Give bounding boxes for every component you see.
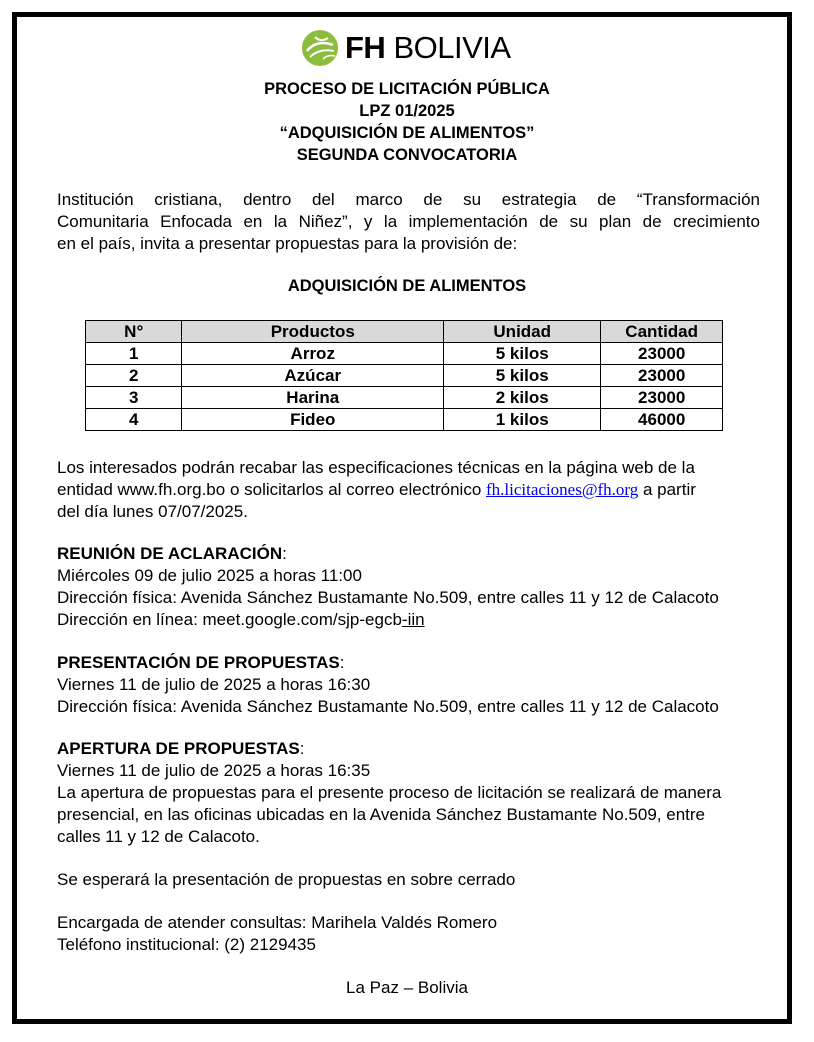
table-cell: 23000	[601, 343, 723, 365]
header-line-4: SEGUNDA CONVOCATORIA	[296, 146, 518, 164]
table-cell: 1	[86, 343, 182, 365]
table-cell: Azúcar	[182, 365, 444, 387]
intro-line-3: en el país, invita a presentar propuestas para la provisión de:	[57, 234, 518, 253]
column-header: Unidad	[444, 321, 601, 343]
table-cell: Harina	[182, 387, 444, 409]
table-cell: 46000	[601, 409, 723, 431]
apertura-line-1: La apertura de propuestas para el presente proceso de licitación se realizará de manera	[57, 783, 722, 802]
table-cell: 5 kilos	[444, 365, 601, 387]
table-header-row	[86, 321, 723, 343]
presentacion-heading: PRESENTACIÓN DE PROPUESTAS:	[57, 653, 345, 672]
table-cell: 2	[86, 365, 182, 387]
intro-paragraph	[57, 189, 760, 255]
table-cell: 23000	[601, 387, 723, 409]
specs-line-2: entidad www.fh.org.bo o solicitarlos al correo electrónico fh.licitaciones@fh.org a partir	[57, 480, 696, 499]
fh-bolivia-logo	[301, 28, 511, 68]
table-row	[86, 387, 723, 409]
reunion-date: Miércoles 09 de julio 2025 a horas 11:00	[57, 566, 362, 585]
table-cell: Arroz	[182, 343, 444, 365]
reunion-online: Dirección en línea: meet.google.com/sjp-egcb-iin	[57, 610, 425, 629]
apertura-date: Viernes 11 de julio de 2025 a horas 16:35	[57, 761, 371, 780]
apertura-line-3: calles 11 y 12 de Calacoto.	[57, 827, 260, 846]
table-cell: 5 kilos	[444, 343, 601, 365]
specs-line-1: Los interesados podrán recabar las especificaciones técnicas en la página web de la	[57, 458, 695, 477]
table-cell: 23000	[601, 365, 723, 387]
table-row	[86, 365, 723, 387]
table-row	[86, 409, 723, 431]
specs-line-3: del día lunes 07/07/2025.	[57, 502, 248, 521]
column-header: Productos	[182, 321, 444, 343]
apertura-line-2: presencial, en las oficinas ubicadas en la Avenida Sánchez Bustamante No.509, entre	[57, 805, 705, 824]
products-table	[85, 320, 723, 431]
contact-phone: Teléfono institucional: (2) 2129435	[57, 935, 316, 954]
email-link[interactable]: fh.licitaciones@fh.org	[486, 480, 639, 499]
logo-wordmark: FH BOLIVIA	[345, 30, 511, 65]
table-row	[86, 343, 723, 365]
apertura-heading: APERTURA DE PROPUESTAS:	[57, 739, 305, 758]
footer-location: La Paz – Bolivia	[346, 978, 468, 997]
contact-person: Encargada de atender consultas: Marihela Valdés Romero	[57, 913, 498, 932]
section-title: ADQUISICIÓN DE ALIMENTOS	[287, 277, 527, 295]
presentacion-address: Dirección física: Avenida Sánchez Bustamante No.509, entre calles 11 y 12 de Calacoto	[57, 697, 719, 716]
table-cell: 2 kilos	[444, 387, 601, 409]
table-cell: Fideo	[182, 409, 444, 431]
column-header: Cantidad	[601, 321, 723, 343]
globe-logo-icon	[301, 29, 339, 67]
header-line-2: LPZ 01/2025	[359, 102, 455, 120]
intro-line-2: Comunitaria Enfocada en la Niñez”, y la implementación de su plan de crecimiento	[57, 212, 760, 231]
table-cell: 3	[86, 387, 182, 409]
header-line-1: PROCESO DE LICITACIÓN PÚBLICA	[264, 80, 550, 98]
header-line-3: “ADQUISICIÓN DE ALIMENTOS”	[279, 124, 535, 142]
table-cell: 4	[86, 409, 182, 431]
table-cell: 1 kilos	[444, 409, 601, 431]
reunion-address: Dirección física: Avenida Sánchez Bustamante No.509, entre calles 11 y 12 de Calacoto	[57, 588, 719, 607]
column-header: N°	[86, 321, 182, 343]
reunion-heading: REUNIÓN DE ACLARACIÓN:	[57, 544, 287, 563]
sobre-cerrado-note: Se esperará la presentación de propuestas en sobre cerrado	[57, 870, 516, 889]
document-header	[0, 78, 814, 166]
intro-line-1: Institución cristiana, dentro del marco de su estrategia de “Transformación	[57, 190, 760, 209]
presentacion-date: Viernes 11 de julio de 2025 a horas 16:30	[57, 675, 371, 694]
